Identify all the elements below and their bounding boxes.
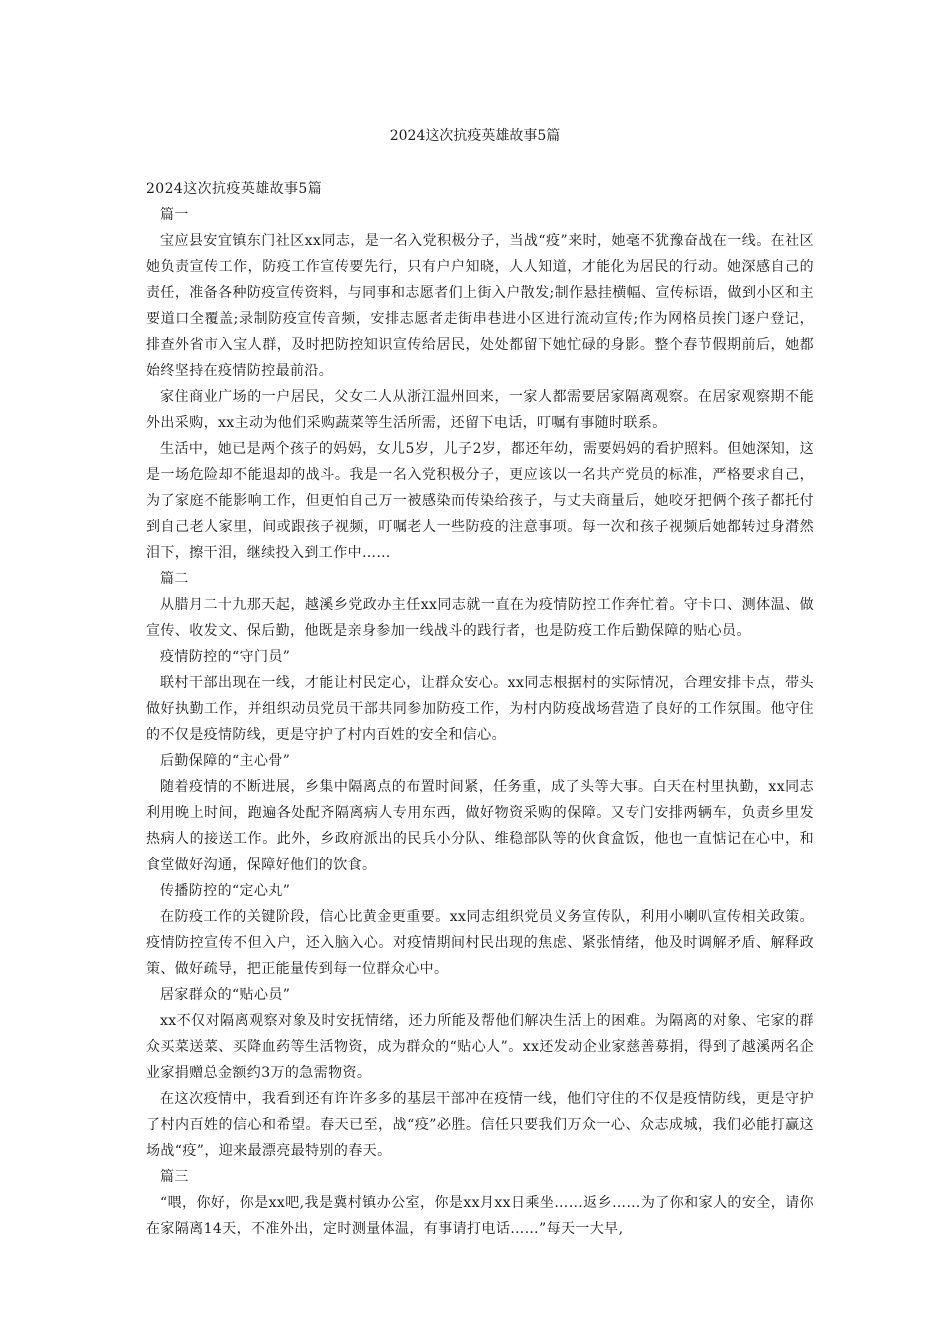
- section-label: 篇一: [160, 207, 189, 223]
- paragraph: 家住商业广场的一户居民，父女二人从浙江温州回来，一家人都需要居家隔离观察。在居家观察期不能外出采购，xx主动为他们采购蔬菜等生活所需，还留下电话，叮嘱有事随时联系。: [146, 389, 814, 431]
- paragraph: xx不仅对隔离观察对象及时安抚情绪，还力所能及帮他们解决生活上的困难。为隔离的对象、宅家的群众买菜送菜、买降血药等生活物资，成为群众的“贴心人”。xx还发动企业家慈善募捐，得到了越溪两名企业家捐赠总金额约3万的急需物资。: [146, 1013, 814, 1081]
- paragraph: 联村干部出现在一线，才能让村民定心，让群众安心。xx同志根据村的实际情况，合理安排卡点，带头做好执勤工作，并组织动员党员干部共同参加防疫工作，为村内防疫战场营造了良好的工作氛围。他守住的不仅是疫情防线，更是守护了村内百姓的安全和信心。: [146, 675, 814, 743]
- paragraph: 宝应县安宜镇东门社区xx同志，是一名入党积极分子，当战“疫”来时，她毫不犹豫奋战在一线。在社区她负责宣传工作，防疫工作宣传要先行，只有户户知晓，人人知道，才能化为居民的行动。她深感自己的责任，准备各种防疫宣传资料，与同事和志愿者们上街入户散发;制作悬挂横幅、宣传标语，做到小区和主要道口全覆盖;录制防疫宣传音频，安排志愿者走街串巷进小区进行流动宣传;作为网格员挨门逐户登记，排查外省市入宝人群，及时把防控知识宣传给居民，处处都留下她忙碌的身影。整个春节假期前后，她都始终坚持在疫情防控最前沿。: [146, 233, 814, 379]
- subheading: 居家群众的“贴心员”: [160, 987, 291, 1003]
- subheading: 传播防控的“定心丸”: [160, 883, 291, 899]
- section-label: 篇三: [160, 1169, 189, 1185]
- section-label: 篇二: [160, 571, 189, 587]
- document-heading: 2024这次抗疫英雄故事5篇: [146, 181, 323, 197]
- paragraph: 在这次疫情中，我看到还有许许多多的基层干部冲在疫情一线，他们守住的不仅是疫情防线，更是守护了村内百姓的信心和希望。春天已至，战“疫”必胜。信任只要我们万众一心、众志成城，我们必能打赢这场战“疫”，迎来最漂亮最特别的春天。: [146, 1091, 814, 1159]
- subheading: 后勤保障的“主心骨”: [160, 753, 291, 769]
- paragraph: 生活中，她已是两个孩子的妈妈，女儿5岁，儿子2岁，都还年幼，需要妈妈的看护照料。但她深知，这是一场危险却不能退却的战斗。我是一名入党积极分子，更应该以一名共产党员的标准，严格要求自己，为了家庭不能影响工作，但更怕自己万一被感染而传染给孩子，与丈夫商量后，她咬牙把俩个孩子都托付到自己老人家里，间或跟孩子视频，叮嘱老人一些防疫的注意事项。每一次和孩子视频后她都转过身潸然泪下，擦干泪，继续投入到工作中……: [146, 441, 814, 561]
- paragraph: 从腊月二十九那天起，越溪乡党政办主任xx同志就一直在为疫情防控工作奔忙着。守卡口、测体温、做宣传、收发文、保后勤，他既是亲身参加一线战斗的践行者，也是防疫工作后勤保障的贴心员。: [146, 597, 814, 639]
- paragraph: 随着疫情的不断进展，乡集中隔离点的布置时间紧，任务重，成了头等大事。白天在村里执勤，xx同志利用晚上时间，跑遍各处配齐隔离病人专用东西，做好物资采购的保障。又专门安排两辆车，负责乡里发热病人的接送工作。此外，乡政府派出的民兵小分队、维稳部队等的伙食盒饭，他也一直惦记在心中，和食堂做好沟通，保障好他们的饮食。: [146, 779, 814, 873]
- document-body: [146, 176, 814, 1242]
- subheading: 疫情防控的“守门员”: [160, 649, 291, 665]
- paragraph: “喂，你好，你是xx吧,我是冀村镇办公室，你是xx月xx日乘坐……返乡……为了你和家人的安全，请你在家隔离14天，不准外出，定时测量体温，有事请打电话……”每天一大早,: [146, 1195, 814, 1237]
- page-title: 2024这次抗疫英雄故事5篇: [389, 128, 561, 144]
- paragraph: 在防疫工作的关键阶段，信心比黄金更重要。xx同志组织党员义务宣传队，利用小喇叭宣传相关政策。疫情防控宣传不但入户，还入脑入心。对疫情期间村民出现的焦虑、紧张情绪，他及时调解矛盾、解释政策、做好疏导，把正能量传到每一位群众心中。: [146, 909, 814, 977]
